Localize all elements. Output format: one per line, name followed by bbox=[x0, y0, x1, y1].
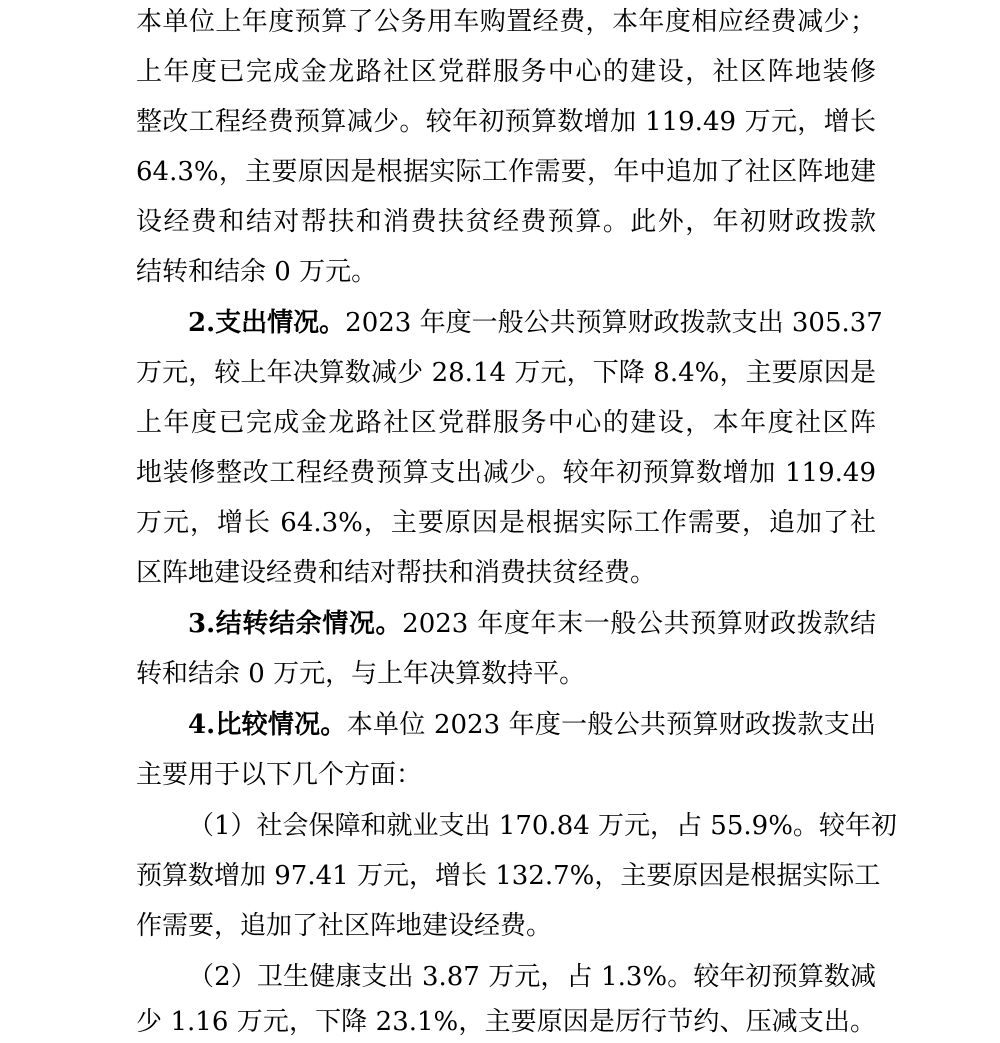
line-text: 设经费和结对帮扶和消费扶贫经费预算。此外，年初财政拨款 bbox=[136, 207, 876, 237]
line-text: 转和结余 0 万元，与上年决算数持平。 bbox=[136, 659, 586, 689]
paragraph-line bbox=[136, 102, 876, 142]
section-heading-line bbox=[188, 705, 876, 745]
paragraph-line bbox=[136, 252, 377, 292]
line-text: 万元，较上年决算数减少 28.14 万元，下降 8.4%，主要原因是 bbox=[136, 358, 876, 388]
line-text: 本单位 2023 年度一般公共预算财政拨款支出 bbox=[346, 710, 876, 740]
line-text: 上年度已完成金龙路社区党群服务中心的建设，本年度社区阵 bbox=[136, 408, 876, 438]
paragraph-line bbox=[136, 553, 656, 593]
section-heading: 4.比较情况。 bbox=[188, 710, 347, 740]
section-heading: 2.支出情况。 bbox=[188, 308, 346, 338]
paragraph-line bbox=[136, 654, 585, 694]
section-heading: 3.结转结余情况。 bbox=[188, 609, 403, 639]
paragraph-line bbox=[136, 906, 552, 946]
line-text: 区阵地建设经费和结对帮扶和消费扶贫经费。 bbox=[136, 558, 657, 588]
list-item-line bbox=[188, 806, 897, 846]
line-text: 上年度已完成金龙路社区党群服务中心的建设，社区阵地装修 bbox=[136, 57, 876, 87]
line-text: 本单位上年度预算了公务用车购置经费，本年度相应经费减少； bbox=[136, 7, 876, 37]
line-text: 2023 年度一般公共预算财政拨款支出 305.37 bbox=[345, 308, 883, 338]
paragraph-line bbox=[136, 503, 876, 543]
paragraph-line bbox=[136, 202, 876, 242]
paragraph-line bbox=[136, 755, 422, 795]
paragraph-line bbox=[136, 453, 876, 493]
paragraph-line bbox=[136, 353, 876, 393]
paragraph-line bbox=[136, 152, 876, 192]
paragraph-line bbox=[136, 52, 876, 92]
line-text: 64.3%，主要原因是根据实际工作需要，年中追加了社区阵地建 bbox=[136, 157, 876, 187]
line-text: 作需要，追加了社区阵地建设经费。 bbox=[136, 911, 553, 941]
line-text: （1）社会保障和就业支出 170.84 万元，占 55.9%。较年初 bbox=[188, 811, 897, 841]
line-text: 少 1.16 万元，下降 23.1%，主要原因是厉行节约、压减支出。 bbox=[136, 1007, 876, 1037]
line-text: 万元，增长 64.3%，主要原因是根据实际工作需要，追加了社 bbox=[136, 508, 876, 538]
line-text: 整改工程经费预算减少。较年初预算数增加 119.49 万元，增长 bbox=[136, 107, 876, 137]
section-heading-line bbox=[188, 604, 876, 644]
list-item-line bbox=[188, 957, 876, 997]
paragraph-line bbox=[136, 403, 876, 443]
paragraph-line bbox=[136, 856, 881, 896]
line-text: 地装修整改工程经费预算支出减少。较年初预算数增加 119.49 bbox=[136, 458, 876, 488]
section-heading-line bbox=[188, 303, 883, 343]
line-text: 主要用于以下几个方面： bbox=[136, 760, 423, 790]
paragraph-line bbox=[136, 2, 876, 42]
line-text: 2023 年度年末一般公共预算财政拨款结 bbox=[402, 609, 876, 639]
line-text: （2）卫生健康支出 3.87 万元，占 1.3%。较年初预算数减 bbox=[188, 962, 876, 992]
paragraph-line bbox=[136, 1002, 876, 1042]
line-text: 结转和结余 0 万元。 bbox=[136, 257, 378, 287]
line-text: 预算数增加 97.41 万元，增长 132.7%，主要原因是根据实际工 bbox=[136, 861, 881, 891]
